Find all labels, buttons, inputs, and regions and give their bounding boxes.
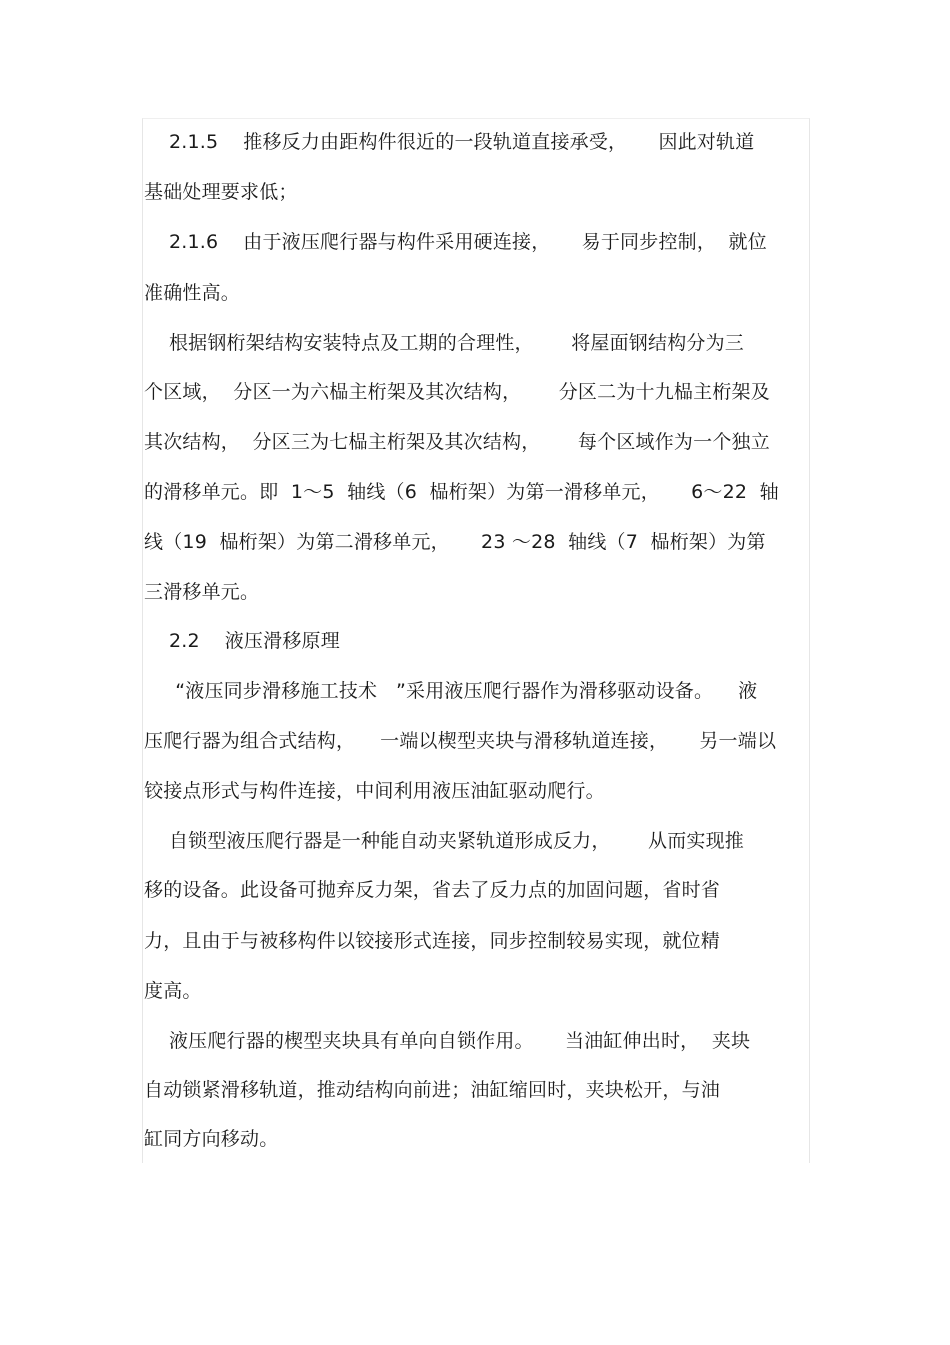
section-heading: 2.2 液压滑移原理 <box>144 630 340 652</box>
text-line: 线（19 榀桁架）为第二滑移单元， 23 ～28 轴线（7 榀桁架）为第 <box>144 531 766 553</box>
text-line: 自动锁紧滑移轨道，推动结构向前进；油缸缩回时，夹块松开，与油 <box>144 1079 721 1101</box>
text-line: 缸同方向移动。 <box>144 1128 279 1150</box>
text-line: 准确性高。 <box>144 282 241 304</box>
text-line: 液压爬行器的楔型夹块具有单向自锁作用。 当油缸伸出时， 夹块 <box>144 1030 751 1052</box>
text-line: 其次结构， 分区三为七榀主桁架及其次结构， 每个区域作为一个独立 <box>144 431 770 453</box>
text-line: 度高。 <box>144 980 202 1002</box>
text-line: 的滑移单元。即 1～5 轴线（6 榀桁架）为第一滑移单元， 6～22 轴 <box>144 481 779 503</box>
text-line: 铰接点形式与构件连接，中间利用液压油缸驱动爬行。 <box>144 780 605 802</box>
text-line: 2.1.6 由于液压爬行器与构件采用硬连接， 易于同步控制， 就位 <box>144 231 767 253</box>
text-line: 个区域， 分区一为六榀主桁架及其次结构， 分区二为十九榀主桁架及 <box>144 381 770 403</box>
text-line: 根据钢桁架结构安装特点及工期的合理性， 将屋面钢结构分为三 <box>144 332 744 354</box>
text-line: 基础处理要求低； <box>144 181 298 203</box>
text-line: 力，且由于与被移构件以铰接形式连接，同步控制较易实现，就位精 <box>144 930 721 952</box>
text-line: 三滑移单元。 <box>144 581 260 603</box>
text-line: 压爬行器为组合式结构， 一端以楔型夹块与滑移轨道连接， 另一端以 <box>144 730 777 752</box>
text-line: 自锁型液压爬行器是一种能自动夹紧轨道形成反力， 从而实现推 <box>144 830 744 852</box>
text-line: 移的设备。此设备可抛弃反力架，省去了反力点的加固问题，省时省 <box>144 879 721 901</box>
text-line: 2.1.5 推移反力由距构件很近的一段轨道直接承受， 因此对轨道 <box>144 131 755 153</box>
text-line: “液压同步滑移施工技术 ”采用液压爬行器作为滑移驱动设备。 液 <box>144 680 758 702</box>
